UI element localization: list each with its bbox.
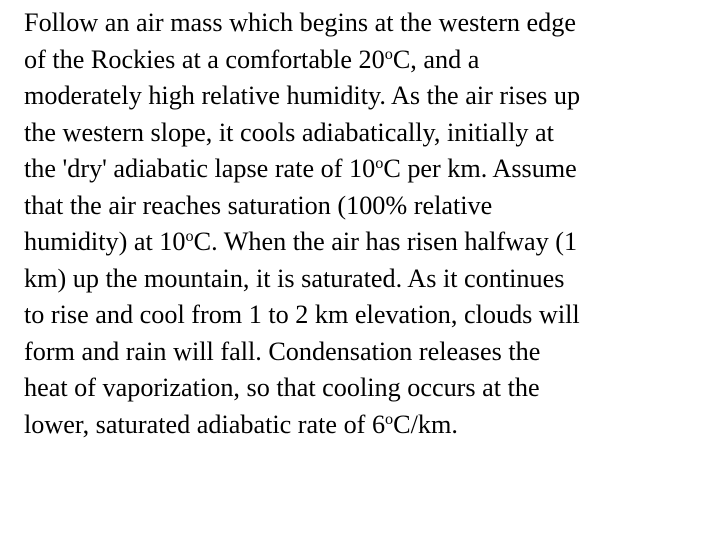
text-line-7: humidity) at 10$^o$C. When the air has risen halfway (1 <box>24 227 578 256</box>
text-line-5: the 'dry' adiabatic lapse rate of 10$^o$C per km. Assume <box>24 154 577 183</box>
text-line-11: heat of vaporization, so that cooling occurs at the <box>24 373 540 402</box>
degree-superscript: o <box>384 44 393 63</box>
degree-superscript: o <box>385 409 394 428</box>
text-line-8: km) up the mountain, it is saturated. As it continues <box>24 263 565 293</box>
text-line-1: Follow an air mass which begins at the western edge <box>24 8 576 37</box>
text-line-4: the western slope, it cools adiabatically, initially at <box>24 117 554 147</box>
text-line-10: form and rain will fall. Condensation releases the <box>24 336 541 366</box>
degree-superscript: o <box>375 154 384 173</box>
text-line-2: of the Rockies at a comfortable 20$^o$C, and a <box>24 44 480 74</box>
text-line-3: moderately high relative humidity. As the air rises up <box>24 81 581 110</box>
text-line-9: to rise and cool from 1 to 2 km elevation, clouds will <box>24 300 580 329</box>
text-line-6: that the air reaches saturation (100% relative <box>24 190 493 220</box>
paragraph <box>24 5 714 443</box>
text-line-12: lower, saturated adiabatic rate of 6$^o$C/km. <box>24 409 458 439</box>
degree-superscript: o <box>185 227 194 246</box>
